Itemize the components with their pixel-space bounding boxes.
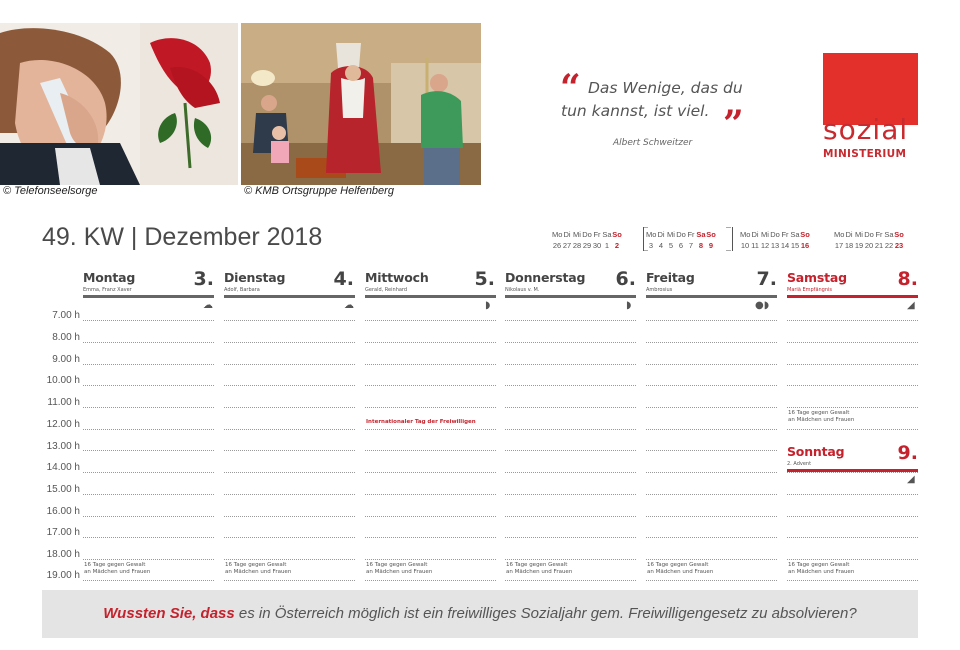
- quote-open-mark: “: [560, 67, 581, 109]
- hour-rule: [646, 516, 777, 517]
- hour-rule: [787, 429, 918, 430]
- photo-caption-telefonseelsorge: © Telefonseelsorge: [3, 185, 98, 197]
- photo-kmb-nikolaus: [241, 23, 481, 185]
- hour-label: 18.00 h: [46, 549, 80, 560]
- moon-phase-icon: ◢: [907, 300, 915, 311]
- hour-rule: [365, 385, 496, 386]
- hour-rule: [646, 537, 777, 538]
- hour-rule: [646, 342, 777, 343]
- footer-banner: [42, 590, 918, 638]
- hour-rule: [505, 559, 636, 560]
- hour-rule: [505, 385, 636, 386]
- week-title: 49. KW | Dezember 2018: [42, 223, 323, 251]
- hour-rule: [224, 364, 355, 365]
- hour-rule: [224, 407, 355, 408]
- hour-rule: [224, 320, 355, 321]
- hour-rule: [787, 407, 918, 408]
- logo-word-ministerium: MINISTERIUM: [823, 148, 907, 160]
- day-saints-donnerstag: Nikolaus v. M.: [505, 287, 540, 293]
- day-number-donnerstag: 6.: [615, 268, 636, 290]
- hour-rule: [83, 450, 214, 451]
- hour-label: 12.00 h: [46, 419, 80, 430]
- day-number-dienstag: 4.: [333, 268, 354, 290]
- hour-rule: [224, 559, 355, 560]
- hour-rule: [787, 537, 918, 538]
- day-saints-montag: Emma, Franz Xaver: [83, 287, 132, 293]
- hour-rule: [224, 450, 355, 451]
- hour-label: 7.00 h: [52, 310, 80, 321]
- day-number-mittwoch: 5.: [474, 268, 495, 290]
- hour-rule: [83, 385, 214, 386]
- hour-rule: [365, 494, 496, 495]
- hour-rule: [787, 580, 918, 581]
- hour-rule: [83, 537, 214, 538]
- moon-phase-icon: ◢: [907, 474, 915, 485]
- hour-rule: [83, 342, 214, 343]
- moon-phase-icon: ☁: [203, 300, 213, 311]
- hour-rule: [224, 580, 355, 581]
- day-number-sonntag: 9.: [897, 442, 918, 464]
- event-campaign-mittwoch: 16 Tage gegen Gewalt an Mädchen und Frauen: [366, 562, 433, 575]
- day-saints-dienstag: Adolf, Barbara: [224, 287, 260, 293]
- hour-rule: [83, 580, 214, 581]
- hour-rule: [83, 559, 214, 560]
- hour-rule: [787, 385, 918, 386]
- hour-rule: [646, 494, 777, 495]
- day-name-sonntag: Sonntag: [787, 444, 845, 459]
- event-campaign-montag: 16 Tage gegen Gewalt an Mädchen und Frauen: [84, 562, 151, 575]
- hour-rule: [83, 407, 214, 408]
- hour-rule: [505, 342, 636, 343]
- hour-rule: [365, 559, 496, 560]
- event-campaign-sonntag: 16 Tage gegen Gewalt an Mädchen und Frauen: [788, 562, 855, 575]
- day-saints-mittwoch: Gerald, Reinhard: [365, 287, 408, 293]
- day-name-samstag: Samstag: [787, 270, 847, 285]
- hour-rule: [505, 494, 636, 495]
- moon-phase-icon: ◗: [626, 300, 632, 311]
- hour-rule: [365, 537, 496, 538]
- footer-highlight: Wussten Sie, dass: [103, 605, 235, 622]
- hour-rule: [505, 320, 636, 321]
- hour-rule: [505, 472, 636, 473]
- moon-phase-icon: ◗: [485, 300, 491, 311]
- event-campaign-samstag: 16 Tage gegen Gewalt an Mädchen und Frauen: [788, 410, 855, 423]
- hour-rule: [365, 342, 496, 343]
- day-rule-montag: [83, 295, 214, 298]
- hour-rule: [224, 537, 355, 538]
- day-name-freitag: Freitag: [646, 270, 695, 285]
- hour-rule: [505, 429, 636, 430]
- event-campaign-freitag: 16 Tage gegen Gewalt an Mädchen und Frauen: [647, 562, 714, 575]
- new-moon-icon: ●◗: [755, 300, 769, 311]
- hour-rule: [365, 429, 496, 430]
- footer-text: [42, 590, 918, 638]
- day-rule-sonntag: [787, 469, 918, 472]
- hour-rule: [83, 472, 214, 473]
- event-tag-der-freiwilligen: Internationaler Tag der Freiwilligen: [366, 419, 476, 425]
- hour-rule: [646, 320, 777, 321]
- moon-phase-icon: ☁: [344, 300, 354, 311]
- hour-label: 11.00 h: [47, 397, 80, 408]
- hour-rule: [787, 342, 918, 343]
- day-name-mittwoch: Mittwoch: [365, 270, 429, 285]
- hour-rule: [646, 450, 777, 451]
- hour-rule: [646, 364, 777, 365]
- day-saints-freitag: Ambrosius: [646, 287, 673, 293]
- photo-telefonseelsorge: [0, 23, 238, 185]
- hour-rule: [83, 494, 214, 495]
- day-number-samstag: 8.: [897, 268, 918, 290]
- day-name-donnerstag: Donnerstag: [505, 270, 586, 285]
- day-rule-freitag: [646, 295, 777, 298]
- hour-rule: [646, 385, 777, 386]
- day-rule-donnerstag: [505, 295, 636, 298]
- day-rule-mittwoch: [365, 295, 496, 298]
- hour-rule: [787, 364, 918, 365]
- day-name-dienstag: Dienstag: [224, 270, 286, 285]
- hour-rule: [83, 516, 214, 517]
- hour-rule: [505, 516, 636, 517]
- hour-rule: [646, 429, 777, 430]
- hour-rule: [224, 516, 355, 517]
- hour-rule: [505, 450, 636, 451]
- hour-rule: [365, 407, 496, 408]
- hour-rule: [224, 385, 355, 386]
- day-number-freitag: 7.: [756, 268, 777, 290]
- hour-label: 19.00 h: [46, 570, 80, 581]
- footer-body: es in Österreich möglich ist ein freiwilliges Sozialjahr gem. Freiwilligengesetz zu absolvieren?: [234, 605, 857, 622]
- hour-rule: [646, 472, 777, 473]
- hour-label: 13.00 h: [46, 441, 80, 452]
- day-saints-sonntag: 2. Advent: [787, 461, 812, 467]
- hour-rule: [365, 364, 496, 365]
- hour-rule: [505, 407, 636, 408]
- hour-rule: [505, 580, 636, 581]
- hour-rule: [505, 537, 636, 538]
- hour-label: 15.00 h: [46, 484, 80, 495]
- day-name-montag: Montag: [83, 270, 136, 285]
- quote-close-mark: ”: [723, 103, 744, 145]
- day-number-montag: 3.: [193, 268, 214, 290]
- hour-rule: [646, 580, 777, 581]
- quote-line-1: Das Wenige, das du: [588, 79, 743, 97]
- quote-line-2: tun kannst, ist viel.: [561, 102, 710, 120]
- day-rule-samstag: [787, 295, 918, 298]
- quote-author: Albert Schweitzer: [613, 138, 693, 148]
- hour-label: 10.00 h: [46, 375, 80, 386]
- hour-rule: [787, 494, 918, 495]
- hour-rule: [83, 364, 214, 365]
- hour-rule: [224, 429, 355, 430]
- hour-rule: [224, 494, 355, 495]
- mini-calendar-4: Mo Di Mi Do Fr Sa So 17 18 19 20 21 22 23: [834, 230, 904, 250]
- mini-calendar-2: Mo Di Mi Do Fr Sa So 3 4 5 6 7 8 9: [646, 230, 716, 250]
- hour-rule: [646, 559, 777, 560]
- hour-rule: [787, 516, 918, 517]
- hour-label: 14.00 h: [46, 462, 80, 473]
- mini-calendar-1: Mo Di Mi Do Fr Sa So 26 27 28 29 30 1 2: [552, 230, 622, 250]
- hour-rule: [365, 580, 496, 581]
- day-saints-samstag: Mariä Empfängnis: [787, 287, 833, 293]
- hour-label: 16.00 h: [46, 506, 80, 517]
- hour-label: 8.00 h: [52, 332, 80, 343]
- sozialministerium-logo: [823, 53, 918, 163]
- event-campaign-donnerstag: 16 Tage gegen Gewalt an Mädchen und Frauen: [506, 562, 573, 575]
- hour-rule: [83, 320, 214, 321]
- hour-label: 17.00 h: [46, 527, 80, 538]
- mini-calendar-3: Mo Di Mi Do Fr Sa So 10 11 12 13 14 15 16: [740, 230, 810, 250]
- hour-rule: [787, 320, 918, 321]
- hour-rule: [365, 450, 496, 451]
- hour-label: 9.00 h: [52, 354, 80, 365]
- photo-caption-kmb: © KMB Ortsgruppe Helfenberg: [244, 185, 394, 197]
- hour-rule: [787, 559, 918, 560]
- hour-rule: [224, 342, 355, 343]
- logo-word-sozial: sozial: [823, 113, 909, 146]
- hour-rule: [365, 516, 496, 517]
- hour-rule: [365, 320, 496, 321]
- day-rule-dienstag: [224, 295, 355, 298]
- hour-rule: [505, 364, 636, 365]
- event-campaign-dienstag: 16 Tage gegen Gewalt an Mädchen und Frauen: [225, 562, 292, 575]
- hour-rule: [787, 472, 918, 473]
- hour-rule: [83, 429, 214, 430]
- hour-rule: [646, 407, 777, 408]
- hour-rule: [365, 472, 496, 473]
- hour-rule: [224, 472, 355, 473]
